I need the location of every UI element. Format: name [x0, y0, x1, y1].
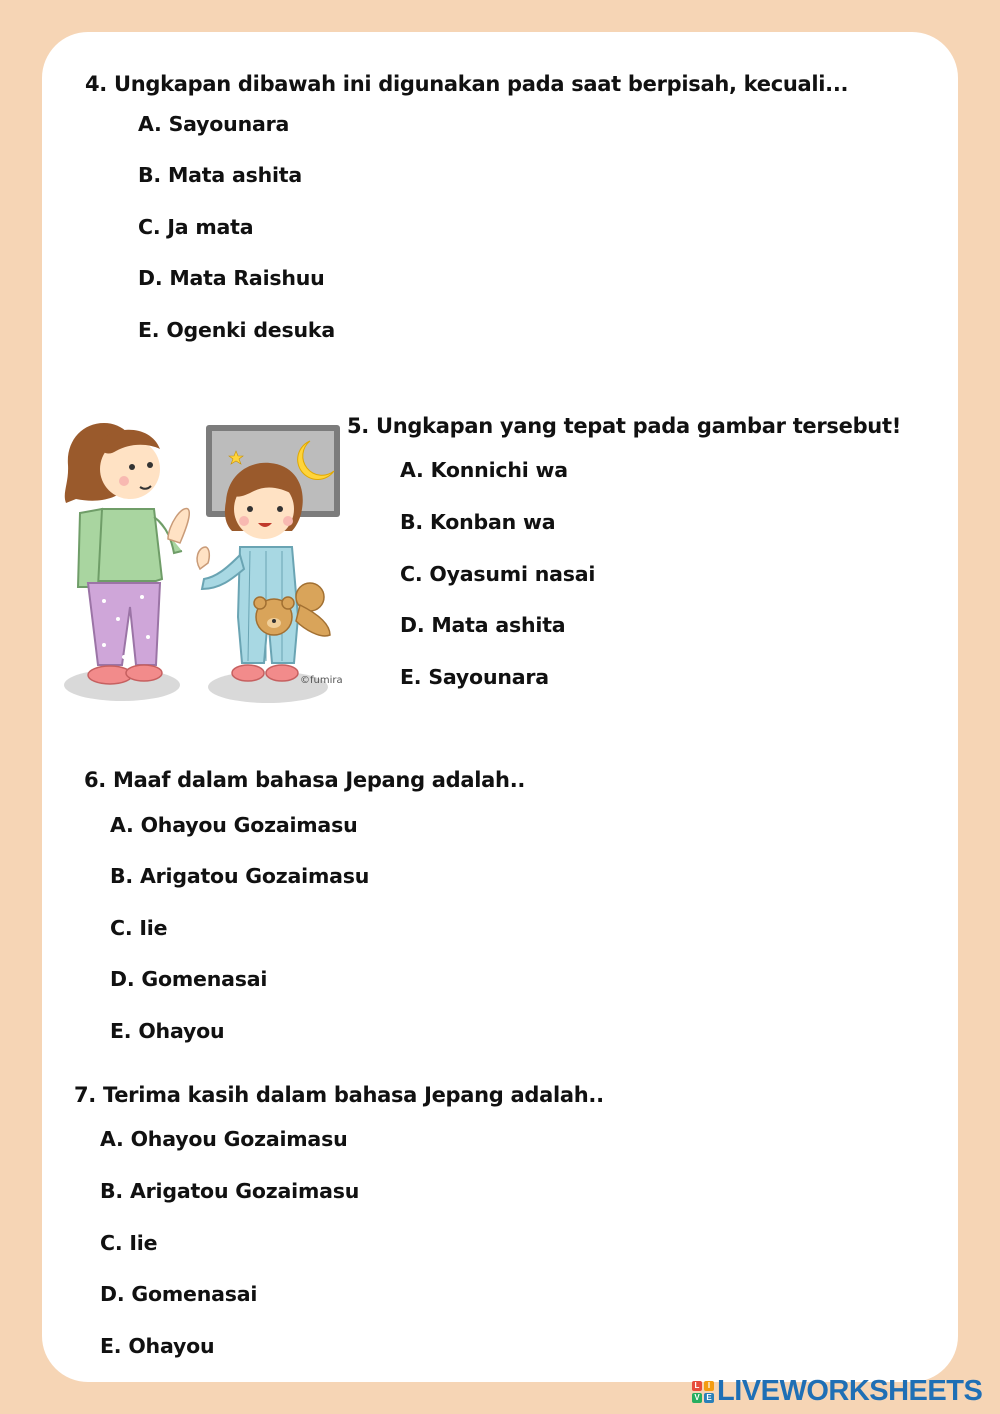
question-5-text: 5. Ungkapan yang tepat pada gambar tersebut! [347, 414, 901, 438]
brand-name: LIVEWORKSHEETS [717, 1375, 983, 1407]
question-6-option-b[interactable]: B. Arigatou Gozaimasu [110, 864, 370, 888]
question-6-text: 6. Maaf dalam bahasa Jepang adalah.. [84, 768, 526, 792]
question-4-option-e[interactable]: E. Ogenki desuka [138, 318, 335, 342]
live-logo-icon [692, 1381, 714, 1403]
question-4-option-b[interactable]: B. Mata ashita [138, 163, 303, 187]
question-6-option-d[interactable]: D. Gomenasai [110, 967, 268, 991]
question-4-text: 4. Ungkapan dibawah ini digunakan pada saat berpisah, kecuali... [85, 72, 849, 96]
question-7-option-b[interactable]: B. Arigatou Gozaimasu [100, 1179, 360, 1203]
question-6-option-a[interactable]: A. Ohayou Gozaimasu [110, 813, 358, 837]
question-4-option-d[interactable]: D. Mata Raishuu [138, 266, 325, 290]
logo-letter-e: E [704, 1393, 714, 1403]
question-7-option-d[interactable]: D. Gomenasai [100, 1282, 258, 1306]
question-4-option-a[interactable]: A. Sayounara [138, 112, 290, 136]
liveworksheets-brand [692, 1375, 982, 1408]
question-4-option-c[interactable]: C. Ja mata [138, 215, 254, 239]
question-5-option-b[interactable]: B. Konban wa [400, 510, 556, 534]
question-7-option-a[interactable]: A. Ohayou Gozaimasu [100, 1127, 348, 1151]
question-7-option-c[interactable]: C. Iie [100, 1231, 158, 1255]
logo-letter-v: V [692, 1393, 702, 1403]
question-6-option-e[interactable]: E. Ohayou [110, 1019, 225, 1043]
question-7-option-e[interactable]: E. Ohayou [100, 1334, 215, 1358]
bedtime-illustration [60, 405, 350, 710]
question-6-option-c[interactable]: C. Iie [110, 916, 168, 940]
question-5-option-c[interactable]: C. Oyasumi nasai [400, 562, 596, 586]
question-5-option-e[interactable]: E. Sayounara [400, 665, 549, 689]
question-5-option-d[interactable]: D. Mata ashita [400, 613, 566, 637]
question-7-text: 7. Terima kasih dalam bahasa Jepang adalah.. [74, 1083, 604, 1107]
logo-letter-l: L [692, 1381, 702, 1391]
question-5-option-a[interactable]: A. Konnichi wa [400, 458, 568, 482]
illustration-credit: ©fumira [300, 675, 343, 686]
logo-letter-i: I [704, 1381, 714, 1391]
